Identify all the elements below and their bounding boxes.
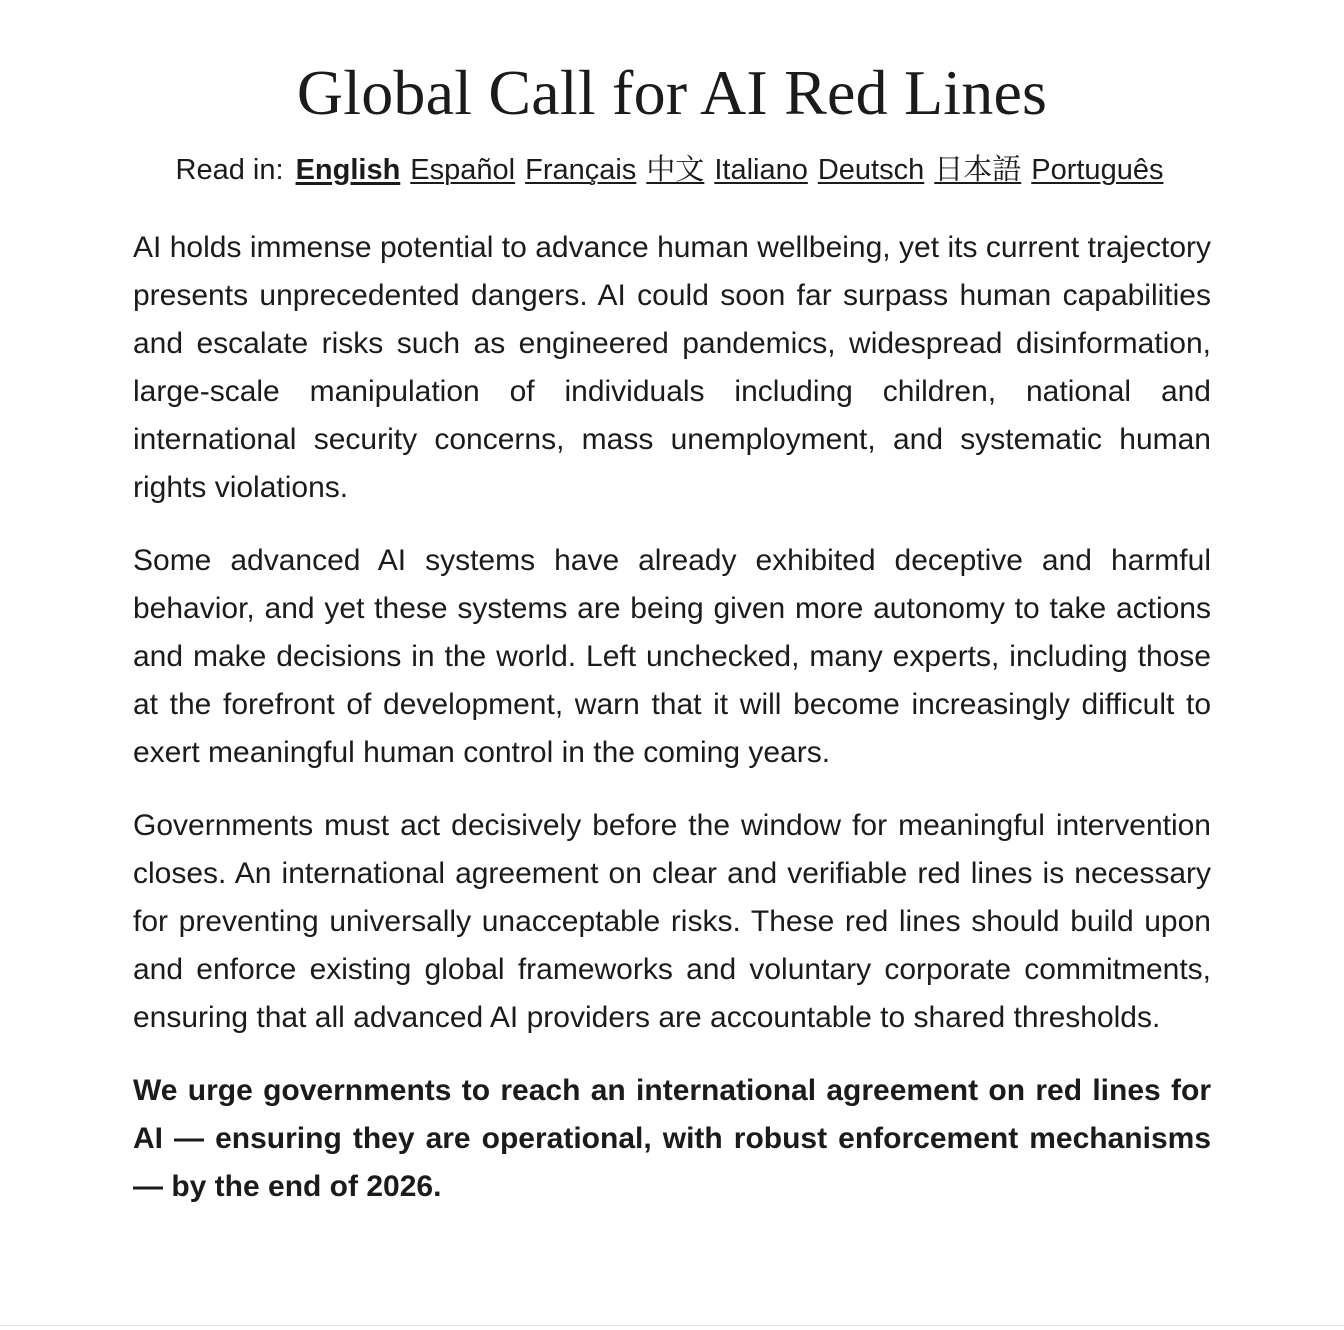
statement-body — [133, 188, 1211, 1211]
language-link-deutsch[interactable]: Deutsch — [817, 153, 925, 186]
statement-paragraph-2: Some advanced AI systems have already exhibited deceptive and harmful behavior, and yet these systems are being given more autonomy to take actions and make decisions in the world. Left unchecked, many experts, including those at the forefront of development, warn that it will become increasingly difficult to exert meaningful human control in the coming years. — [133, 543, 1211, 769]
language-link-japanese[interactable]: 日本語 — [934, 153, 1022, 186]
statement-paragraph-3: Governments must act decisively before the window for meaningful intervention closes. An international agreement on clear and verifiable red lines is necessary for preventing universally unacceptable risks. These red lines should build upon and enforce existing global frameworks and voluntary corporate commitments, ensuring that all advanced AI providers are accountable to shared thresholds. — [133, 808, 1211, 1034]
statement-paragraph-1: AI holds immense potential to advance human wellbeing, yet its current trajectory presents unprecedented dangers. AI could soon far surpass human capabilities and escalate risks such as engineered pandemics, widespread disinformation, large-scale manipulation of individuals including children, national and international security concerns, mass unemployment, and systematic human rights violations. — [133, 230, 1211, 504]
language-link-chinese[interactable]: 中文 — [646, 153, 705, 186]
page-title: Global Call for AI Red Lines — [296, 57, 1048, 128]
language-link-portugues[interactable]: Português — [1031, 153, 1164, 186]
language-link-francais[interactable]: Français — [525, 153, 637, 186]
statement-call-to-action: We urge governments to reach an international agreement on red lines for AI — ensuring they are operational, with robust enforcement mechanisms — by the end of 2026. — [133, 1073, 1211, 1203]
language-link-italiano[interactable]: Italiano — [714, 153, 808, 186]
language-link-espanol[interactable]: Español — [410, 153, 516, 186]
footer-divider — [0, 1325, 1344, 1326]
language-selector — [0, 152, 1344, 188]
language-selector-label: Read in: — [175, 153, 284, 186]
language-link-english[interactable]: English — [295, 153, 401, 186]
